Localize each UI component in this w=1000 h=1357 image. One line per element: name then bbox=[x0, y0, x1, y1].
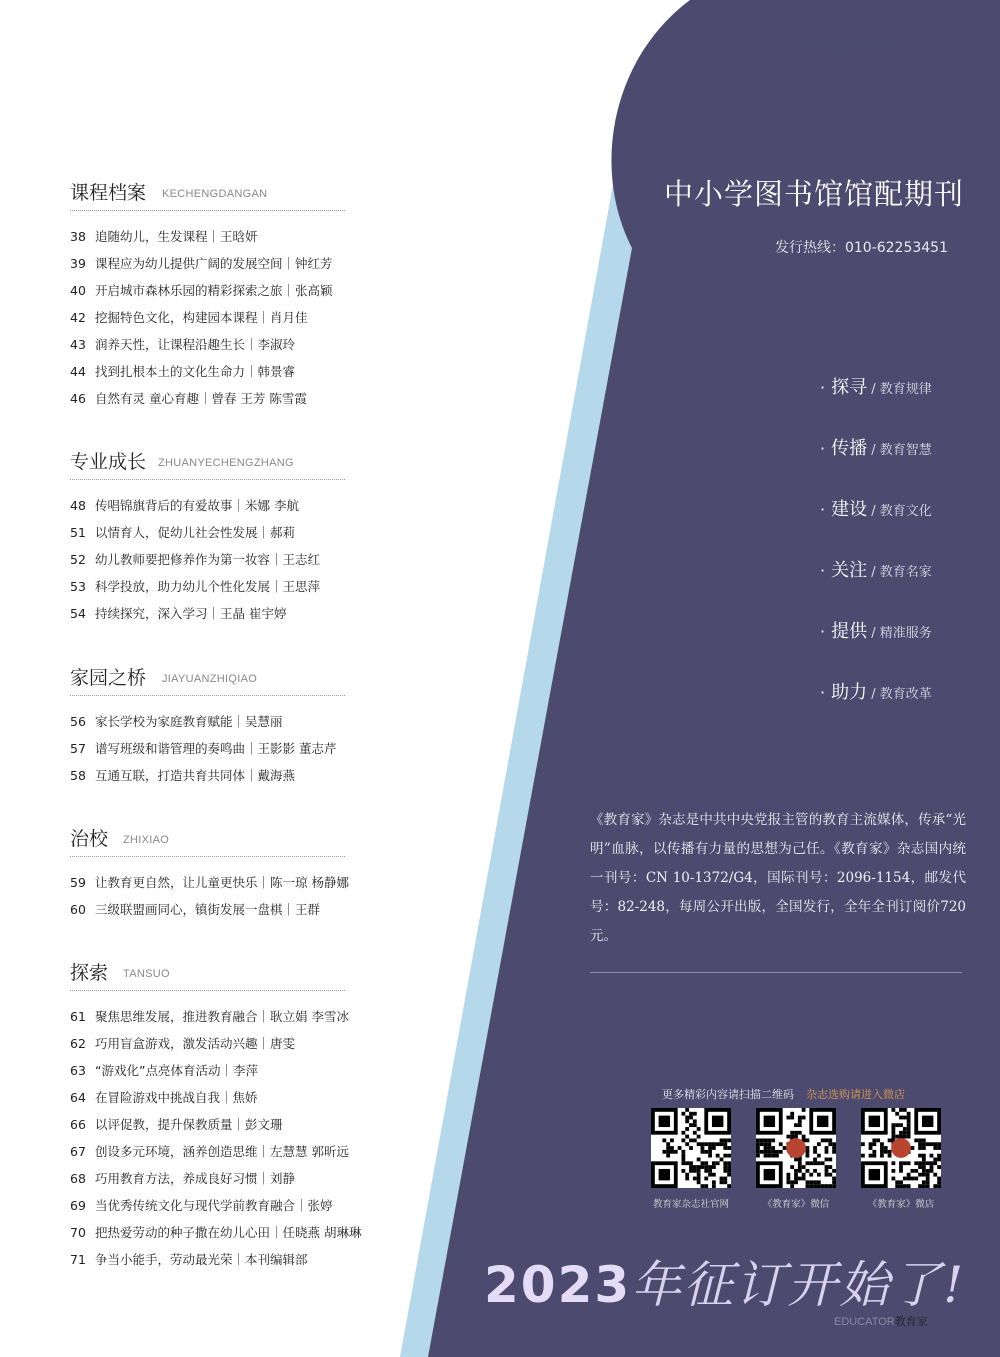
section-title: 课程档案 bbox=[70, 182, 147, 204]
page-number: 64 bbox=[70, 1090, 86, 1105]
toc-entry[interactable] bbox=[70, 762, 345, 789]
article-title: 让教育更自然，让儿童更快乐｜陈一琼 杨静娜 bbox=[95, 875, 349, 890]
slogan-main: 传播 bbox=[831, 438, 868, 459]
toc-entry[interactable] bbox=[70, 277, 345, 304]
subscription-banner bbox=[484, 1245, 965, 1317]
slogan-sub: / 教育规律 bbox=[867, 382, 932, 397]
bullet: · bbox=[820, 378, 826, 397]
toc-section bbox=[70, 449, 345, 627]
toc-entry[interactable] bbox=[70, 223, 345, 250]
section-subtitle: KECHENGDANGAN bbox=[162, 188, 268, 200]
page-number: 40 bbox=[70, 283, 86, 298]
page-number: 53 bbox=[70, 579, 86, 594]
section-header bbox=[70, 826, 345, 857]
hotline: 发行热线：010-62253451 bbox=[774, 240, 948, 256]
slogan-item bbox=[820, 495, 932, 556]
toc-entry[interactable] bbox=[70, 708, 345, 735]
slogan-item bbox=[820, 373, 932, 434]
page-number: 51 bbox=[70, 525, 86, 540]
slogan-sub: / 教育文化 bbox=[867, 504, 932, 519]
article-title: 三级联盟画同心，镇街发展一盘棋｜王群 bbox=[95, 902, 321, 917]
section-header bbox=[70, 665, 345, 696]
page-number: 67 bbox=[70, 1144, 86, 1159]
page-header: 目录 版权 | 03 bbox=[805, 39, 894, 53]
bullet: · bbox=[820, 439, 826, 458]
magazine-title: 中小学图书馆馆配期刊 bbox=[663, 177, 964, 211]
section-title: 治校 bbox=[70, 828, 109, 850]
slogan-main: 助力 bbox=[831, 682, 868, 703]
article-title: 互通互联，打造共育共同体｜戴海燕 bbox=[95, 768, 296, 783]
qr-code-icon bbox=[861, 1108, 941, 1188]
toc-entry[interactable] bbox=[70, 304, 345, 331]
article-title: 聚焦思维发展，推进教育融合｜耿立娟 李雪冰 bbox=[95, 1009, 349, 1024]
toc-entry[interactable] bbox=[70, 1003, 349, 1030]
qr-code-icon bbox=[651, 1108, 731, 1188]
section-header bbox=[70, 449, 345, 480]
slogan-sub: / 精准服务 bbox=[867, 626, 932, 641]
toc-entry[interactable] bbox=[70, 573, 345, 600]
article-title: 传唱锦旗背后的有爱故事｜米娜 李航 bbox=[95, 498, 299, 513]
divider bbox=[590, 972, 962, 973]
qr-code-wechat[interactable] bbox=[756, 1108, 836, 1188]
section-subtitle: JIAYUANZHIQIAO bbox=[162, 673, 258, 685]
qr-label-wechat: 《教育家》微信 bbox=[762, 1199, 830, 1210]
slogan-list bbox=[820, 373, 932, 739]
toc-section bbox=[70, 180, 345, 412]
page-number: 56 bbox=[70, 714, 86, 729]
section-title: 探索 bbox=[70, 962, 109, 984]
page-number: 66 bbox=[70, 1117, 86, 1132]
qr-label-shop: 《教育家》微店 bbox=[867, 1199, 935, 1210]
magazine-intro: 《教育家》杂志是中共中央党报主管的教育主流媒体，传承“光明”血脉，以传播有力量的思想为己任。《教育家》杂志国内统一刊号：CN 10-1372/G4，国际刊号：2096-1154，邮发代号：82-248，每周公开出版，全国发行，全年全刊订阅价720元。 bbox=[590, 812, 966, 944]
toc-entry[interactable] bbox=[70, 331, 345, 358]
page-number: 52 bbox=[70, 552, 86, 567]
article-title: 巧用教育方法，养成良好习惯｜刘静 bbox=[95, 1171, 296, 1186]
toc-entry[interactable] bbox=[70, 1030, 345, 1057]
article-title: 创设多元环境，涵养创造思维｜左慧慧 郭昕远 bbox=[95, 1144, 349, 1159]
page-number: 39 bbox=[70, 256, 86, 271]
toc-section bbox=[70, 960, 362, 1273]
page-number: 38 bbox=[70, 229, 86, 244]
section-title: 专业成长 bbox=[70, 451, 147, 473]
toc-entry[interactable] bbox=[70, 250, 345, 277]
article-title: “游戏化”点亮体育活动｜李萍 bbox=[95, 1063, 258, 1078]
brand-en: EDUCATOR bbox=[834, 1316, 895, 1328]
toc-section bbox=[70, 665, 345, 789]
slogan-main: 探寻 bbox=[831, 377, 868, 398]
banner-text: 年征订开始了! bbox=[631, 1256, 966, 1314]
toc-entry[interactable] bbox=[70, 896, 345, 923]
article-title: 在冒险游戏中挑战自我｜焦娇 bbox=[95, 1090, 258, 1105]
slogan-sub: / 教育改革 bbox=[867, 687, 932, 702]
page-number: 60 bbox=[70, 902, 86, 917]
qr-code-shop[interactable] bbox=[861, 1108, 941, 1188]
slogan-sub: / 教育智慧 bbox=[867, 443, 932, 458]
article-title: 以情育人，促幼儿社会性发展｜郝莉 bbox=[95, 525, 296, 540]
page-number: 58 bbox=[70, 768, 86, 783]
toc-entry[interactable] bbox=[70, 1219, 362, 1246]
toc-entry[interactable] bbox=[70, 869, 349, 896]
qr-label-website: 教育家杂志社官网 bbox=[652, 1199, 729, 1210]
page-number: 68 bbox=[70, 1171, 86, 1186]
article-title: 幼儿教师要把修养作为第一妆容｜王志红 bbox=[95, 552, 321, 567]
article-title: 自然有灵 童心育趣｜曾春 王芳 陈雪霞 bbox=[95, 391, 307, 406]
slogan-item bbox=[820, 678, 932, 739]
article-title: 把热爱劳动的种子撒在幼儿心田｜任晓燕 胡琳琳 bbox=[95, 1225, 362, 1240]
article-title: 追随幼儿，生发课程｜王晗妍 bbox=[95, 229, 258, 244]
page-number: 59 bbox=[70, 875, 86, 890]
brand-cn: 教育家 bbox=[894, 1315, 928, 1328]
page-number: 69 bbox=[70, 1198, 86, 1213]
toc-entry[interactable] bbox=[70, 385, 345, 412]
toc-entry[interactable] bbox=[70, 546, 345, 573]
qr-code-icon bbox=[756, 1108, 836, 1188]
page-number: 61 bbox=[70, 1009, 86, 1024]
article-list bbox=[70, 708, 345, 789]
slogan-item bbox=[820, 434, 932, 495]
article-title: 挖掘特色文化，构建园本课程｜肖月佳 bbox=[95, 310, 308, 325]
slogan-main: 关注 bbox=[831, 560, 868, 581]
toc-entry[interactable] bbox=[70, 600, 345, 627]
article-title: 找到扎根本土的文化生命力｜韩景睿 bbox=[95, 364, 296, 379]
section-header bbox=[70, 180, 345, 211]
page-number: 62 bbox=[70, 1036, 86, 1051]
bullet: · bbox=[820, 622, 826, 641]
article-list bbox=[70, 1003, 362, 1273]
toc-entry[interactable] bbox=[70, 1111, 345, 1138]
bullet: · bbox=[820, 683, 826, 702]
footer-brand bbox=[834, 1313, 928, 1329]
section-subtitle: ZHUANYECHENGZHANG bbox=[158, 457, 294, 469]
page-number: 46 bbox=[70, 391, 86, 406]
page-number: 43 bbox=[70, 337, 86, 352]
article-title: 巧用盲盒游戏，激发活动兴趣｜唐雯 bbox=[95, 1036, 296, 1051]
bullet: · bbox=[820, 500, 826, 519]
slogan-sub: / 教育名家 bbox=[867, 565, 932, 580]
article-title: 持续探究，深入学习｜王晶 崔宇婷 bbox=[95, 606, 287, 621]
section-subtitle: TANSUO bbox=[123, 968, 170, 980]
toc-entry[interactable] bbox=[70, 735, 345, 762]
toc-entry[interactable] bbox=[70, 1138, 349, 1165]
article-title: 开启城市森林乐园的精彩探索之旅｜张高颖 bbox=[95, 283, 333, 298]
slogan-item bbox=[820, 617, 932, 678]
toc-entry[interactable] bbox=[70, 519, 345, 546]
slogan-item bbox=[820, 556, 932, 617]
page-number: 44 bbox=[70, 364, 86, 379]
slogan-main: 提供 bbox=[831, 621, 868, 642]
qr-caption-text: 更多精彩内容请扫描二维码 bbox=[662, 1088, 794, 1101]
article-title: 以评促教，提升保教质量｜彭文珊 bbox=[95, 1117, 283, 1132]
page-number: 71 bbox=[70, 1252, 86, 1267]
slogan-main: 建设 bbox=[831, 499, 868, 520]
toc-entry[interactable] bbox=[70, 1165, 345, 1192]
section-header bbox=[70, 960, 345, 991]
article-list bbox=[70, 492, 345, 627]
page-number: 57 bbox=[70, 741, 86, 756]
page-number: 48 bbox=[70, 498, 86, 513]
toc-entry[interactable] bbox=[70, 1246, 345, 1273]
qr-code-website[interactable] bbox=[651, 1108, 731, 1188]
article-list bbox=[70, 869, 349, 923]
page-number: 70 bbox=[70, 1225, 86, 1240]
page-number: 42 bbox=[70, 310, 86, 325]
toc-entry[interactable] bbox=[70, 1192, 345, 1219]
article-title: 课程应为幼儿提供广阔的发展空间｜钟红芳 bbox=[95, 256, 333, 271]
bullet: · bbox=[820, 561, 826, 580]
toc-entry[interactable] bbox=[70, 1057, 345, 1084]
toc-entry[interactable] bbox=[70, 1084, 345, 1111]
page-number: 54 bbox=[70, 606, 86, 621]
article-list bbox=[70, 223, 345, 412]
article-title: 当优秀传统文化与现代学前教育融合｜张婷 bbox=[95, 1198, 333, 1213]
toc-section bbox=[70, 826, 349, 923]
article-title: 润养天性，让课程沿趣生长｜李淑玲 bbox=[95, 337, 296, 352]
section-title: 家园之桥 bbox=[70, 667, 147, 689]
article-title: 科学投放，助力幼儿个性化发展｜王思萍 bbox=[95, 579, 321, 594]
section-subtitle: ZHIXIAO bbox=[123, 834, 170, 846]
banner-year: 2023 bbox=[484, 1256, 632, 1314]
article-title: 争当小能手，劳动最光荣｜本刊编辑部 bbox=[95, 1252, 308, 1267]
qr-caption-highlight: 杂志选购请进入微店 bbox=[806, 1088, 905, 1101]
article-title: 家长学校为家庭教育赋能｜吴慧丽 bbox=[95, 714, 283, 729]
article-title: 谱写班级和谐管理的奏鸣曲｜王影影 董志芹 bbox=[95, 741, 337, 756]
toc-entry[interactable] bbox=[70, 358, 345, 385]
qr-caption bbox=[662, 1086, 905, 1102]
toc-entry[interactable] bbox=[70, 492, 345, 519]
page-number: 63 bbox=[70, 1063, 86, 1078]
